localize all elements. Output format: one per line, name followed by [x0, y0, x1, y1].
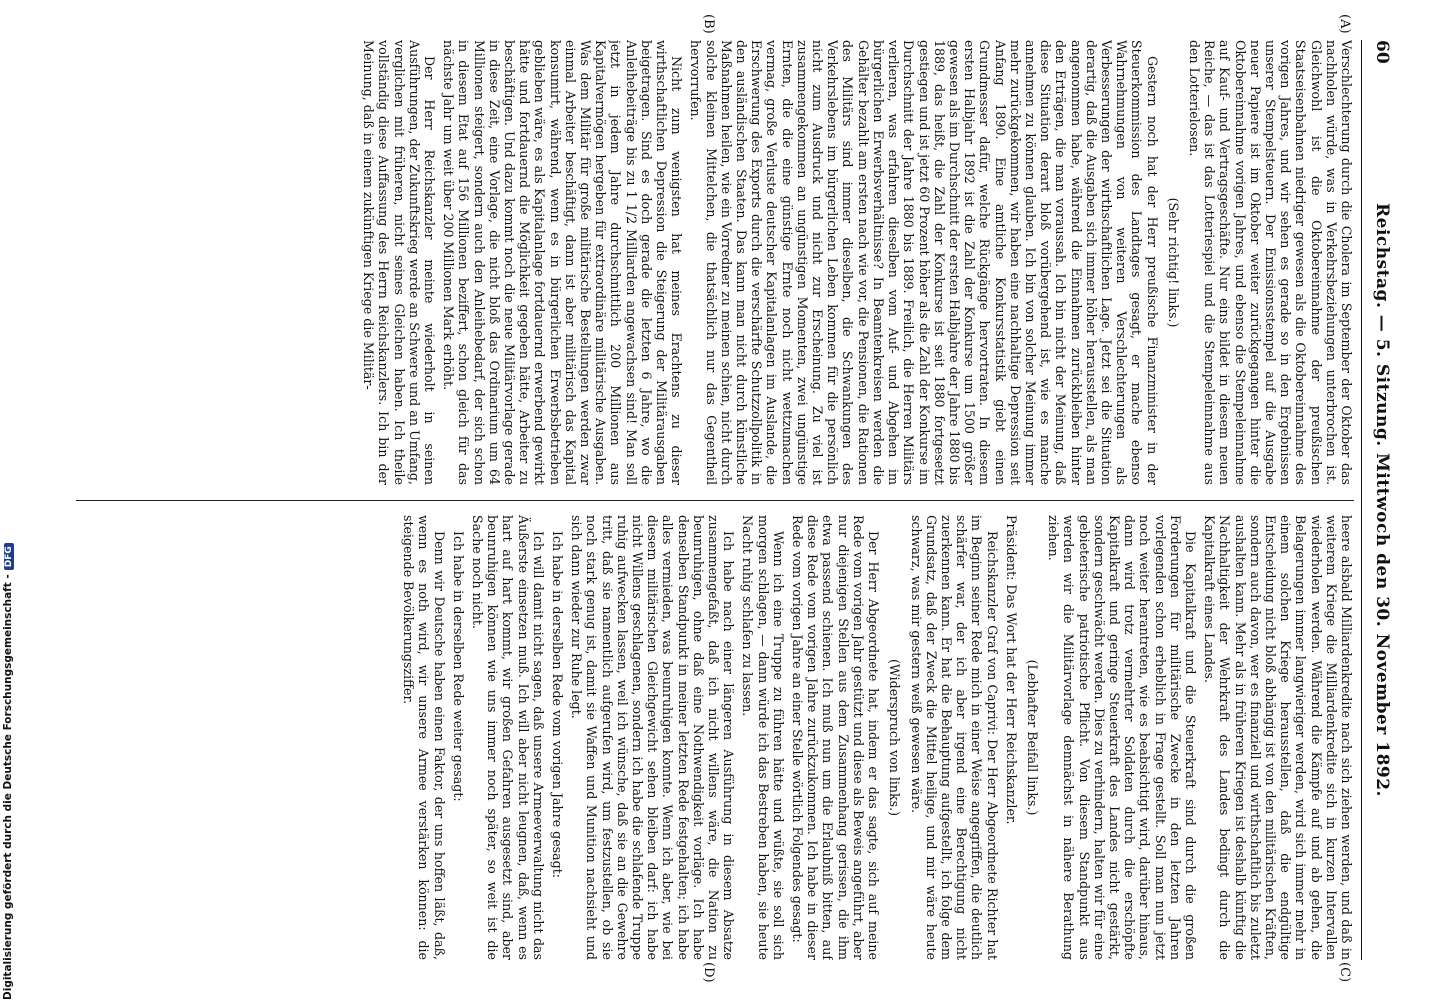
running-header: [1364, 40, 1392, 960]
footer-text-wrap: [2, 546, 14, 1000]
right-column-paragraph: Denn wir Deutsche haben einen Faktor, der uns hoffen läßt, daß, wenn es noth wird, wir unsere Armee verstärken können: die steigende Bevölkerungsziffer.: [401, 515, 447, 960]
right-column-paragraph: (Lebhafter Beifall links.): [1024, 659, 1040, 816]
right-column-paragraph: Der Herr Abgeordnete hat, indem er das sagte, sich auf meine Rede vom vorigen Jahr gestützt und diese als Beweis angeführt, aber nur diejenigen Stellen aus dem Zusammenhang gerissen, die ihm etwa passend schienen. Ich muß nun um die Erlaubniß bitten, auf diese Rede vom vorigen Jahre zurückzukommen. Ich habe in dieser Rede vom vorigen Jahre an einer Stelle wörtlich Folgendes gesagt:: [790, 515, 882, 960]
margin-mark-d: (D): [701, 962, 716, 983]
left-column-paragraph: Nicht zum wenigsten hat meines Erachtens zu dieser wirthschaftlichen Depression die Steigerung der Militärausgaben beigetragen. Sind es doch gerade die letzten 6 Jahre, wo die Anleihebeiträge bis zu 1 1/2 Milliarden angewachsen sind! Man soll jetzt in jedem Jahre durchschnittlich 200 Millionen aus Kapitalvermögen hergeben für extraordinäre militärische Ausgaben. Was dem Militär für große militärische Bestellungen werden zwar einmal Arbeiter beschäftigt, dann ist aber militärisch das Kapital konsumirt, während, wenn es in bürgerlichen Erwerbsbetrieben geblieben wäre, es als Kapitalanlage fortdauernd erwerbend gewirkt hätte und fortdauernd die Möglichkeit gegeben hätte, Arbeiter zu beschäftigen. Und dazu kommt noch die neue Militärvorlage gerade in diese Zeit, eine Vorlage, die nicht bloß das Ordinarium um 64 Millionen steigert, sondern auch den Anleihebedarf, der sich schon in diesem Etat auf 156 Millionen beziffert, schon gleich für das nächste Jahr um weit über 200 Millionen Mark erhöht.: [441, 40, 685, 485]
left-column-paragraph: Verschlechterung durch die Cholera im September der Oktober das nachholen würde, was in Verkehrsbeziehungen unterbrochen ist. Gleichwohl ist die Oktobereinnahme der preußischen Staatseisenbahnen niedriger gewesen als die Oktobereinnahme des vorigen Jahres, und wir sehen es gerade so in den Ergebnissen unserer Stempelsteuern. Der Emissionsstempel auf die Ausgabe neuer Papiere ist im Oktober weiter zurückgegangen hinter die Oktobereinnahme vorigen Jahres, und ebenso die Stempeleinnahme auf Kauf- und Vertragsgeschäfte. Nur eins bildet in diesem neuen Reiche, — das ist das Lotteriespiel und die Stempeleinnahme aus den Lotterielosen.: [1186, 40, 1354, 485]
left-column: [56, 40, 1354, 485]
right-column-paragraph: Ich will damit nicht sagen, daß unsere Armeeverwaltung nicht das Äußerste einsetzen muß. Ich will aber nicht leugnen, daß, wenn es hart auf hart kommt, wir großen Gefahren ausgesetzt sind, aber beunruhigen können wie uns immer noch später, so weit ist die Sache noch nicht.: [470, 515, 546, 960]
header-rule: [1361, 40, 1362, 960]
left-column-paragraph: Gestern noch hat der Herr preußische Finanzminister in der Steuerkommission des Landtages gesagt, er mache ebenso Wahrnehmungen von weiteren Verschlechterungen als Verbesserungen der wirthschaftlichen Lage. Jetzt sei die Situation derartig, daß die Ausgaben sich immer höher herausstellen, als man angenommen habe, während die Einnahmen zurückbleiben hinter den Erträgen, die man voraussah. Ich bin nicht der Meinung, daß diese Situation derart bloß vorübergehend ist, wie es manche annehmen zu können glauben. Ich bin von solcher Meinung immer mehr zurückgekommen, wir haben eine nachhaltige Depression seit Anfang 1890. Eine amtliche Konkursstatistik giebt einen Grundmesser dafür, welche Rückgänge hervortraten. In diesem ersten Halbjahr 1892 ist die Zahl der Konkurse um 1500 größer gewesen als im Durchschnitt der ersten Halbjahre der Jahre 1880 bis 1889, das heißt, die Zahl der Konkurse ist seit 1880 fortgesetzt gestiegen und ist jetzt 60 Prozent höher als die Zahl der Konkurse im Durchschnitt der Jahre 1880 bis 1889. Freilich, die Herren Militärs verlieren, was erfahren dieselben vom Auf- und Abgehen im bürgerlichen Erwerbsverhältnisse? In Beamtenkreisen werden die Gehälter bezahlt am ersten nach wie vor, die Pensionen, die Rationen des Militärs sind immer dieselben, die Schwankungen des Verkehrslebens im bürgerlichen Leben kommen für die persönlich nicht zum Ausdruck und nicht zur Erscheinung. Zu viel ist zusammengekommen an ungünstigen Momenten, zwei ungünstige Ernten, die die eine günstige Ernte noch nicht wettzumachen vermag, große Verluste deutscher Kapitalanlagen im Auslande, die Erschwerung des Exports durch die verschärfte Schutzzollpolitik in den ausländischen Staaten. Das kann man nicht durch künstliche Maßnahmen heilen, wie ein Vorredner zu meinen schien, nicht durch solche kleinen Mittelchen, die thatsächlich nur das Gegentheil hervorrufen.: [688, 40, 1160, 485]
right-column: [56, 515, 1354, 960]
dfg-logo: DFG: [4, 543, 14, 570]
left-column-paragraph: (Sehr richtig! links.): [1165, 197, 1181, 328]
footer-credit: Digitalisierung gefördert durch die Deutsche Forschungsgemeinschaft -: [2, 574, 14, 1000]
right-column-paragraph: Wenn ich eine Truppe zu führen hätte und wüßte, sie soll sich morgen schlagen, — dann würde ich das Bestreben haben, sie heute Nacht ruhig schlafen zu lassen.: [740, 515, 786, 960]
column-divider: [76, 500, 1354, 501]
right-column-paragraph: Reichskanzler Graf von Caprivi: Der Herr Abgeordnete Richter hat im Beginn seiner Rede mich in einer Weise angegriffen, die deutlich schärfer war, der ich aber irgend eine Berechtigung nicht zuerkennen kann. Er hat die Behauptung aufgestellt, ich folge dem Grundsatz, daß der Zweck die Mittel heilige, und mir wäre heute schwarz, was mir gestern weiß gewesen wäre.: [908, 515, 1000, 960]
margin-mark-c: (C): [1337, 962, 1352, 983]
margin-mark-a: (A): [1337, 14, 1352, 34]
page-title: Reichstag. — 5. Sitzung. Mittwoch den 30. November 1892.: [1372, 203, 1392, 797]
right-column-paragraph: Ich habe in derselben Rede weiter gesagt:: [450, 531, 466, 802]
right-column-paragraph: Die Kapitalkraft und die Steuerkraft sind durch die großen Forderungen für militärische Zwecke in den letzten Jahren vorlegenden schon erheblich in Frage gestellt. Soll man nun jetzt noch weiter herantreten, wie es beabsichtigt wird, darüber hinaus, dann wird trotz vermehrter Soldaten durch die erschöpfte Kapitalkraft und geringe Steuerkraft des Landes nicht gestärkt, sondern geschwächt werden. Dies zu verhindern, halten wir für eine gebieterische patriotische Pflicht. Von diesem Standpunkt aus werden wir die Militärvorlage demnächst in nähere Berathung ziehen.: [1046, 515, 1198, 960]
digitization-footer: [0, 546, 30, 1000]
right-column-paragraph: Ich habe nach einer längeren Ausführung in diesem Absatze zusammengefaßt, daß ich nicht willens wäre, die Nation zu beunruhigen, ohne daß eine Nothwendigkeit vorläge. Ich habe denselben Standpunkt in meiner letzten Rede festgehalten; ich habe alles vermieden, was beunruhigen konnte. Wenn ich aber, wie bei diesem militärischen Gleichgewicht sehen bleiben darf: ich habe nicht Willens geschlagenen, sondern ich habe die schlafende Truppe ruhig aufwecken lassen, weil ich wünsche, daß sie an die Gewehre tritt, daß sie namentlich aufgerufen wird, um festzustellen, ob sie noch stark genug ist, damit sie Waffen und Munition nachsieht und sich dann wieder zur Ruhe legt.: [569, 515, 737, 960]
page-frame: [16, 0, 1416, 1000]
right-column-paragraph: Präsident: Das Wort hat der Herr Reichskanzler.: [1003, 515, 1019, 825]
right-column-paragraph: Ich habe in derselben Rede vom vorigen Jahre gesagt:: [550, 531, 566, 878]
right-column-paragraph: (Widerspruch von links.): [887, 658, 903, 816]
right-column-paragraph: heere alsbald Milliardenkredite nach sich ziehen werden, und daß in weiterem Kriege die Milliardenkredite sich in kurzen Intervallen wiederholen werden. Während die Kämpfe auf und ab gehen, die Belagerungen immer langwieriger werden, wird sich immer mehr in einem solchen Kriege herausstellen, daß die endgültige Entscheidung nicht bloß abhängig ist von den militärischen Kräften, sondern auch davon, wer es finanziell und wirthschaftlich bis zuletzt aushalten kann. Mehr als in früheren Kriegen ist deshalb künftig die Nachhaltigkeit der Wehrkraft des Landes bedingt durch die Kapitalkraft eines Landes.: [1202, 515, 1354, 960]
left-column-paragraph: Der Herr Reichskanzler meinte wiederholt in seinen Ausführungen, der Zukunftskrieg werde an Schwere und an Umfang, verglichen mit früheren, nicht seines Gleichen haben. Ich theile vollständig diese Auffassung des Herrn Reichskanzlers. Ich bin der Meinung, daß in einem zukünftigen Kriege die Militär-: [361, 40, 438, 485]
margin-mark-b: (B): [701, 14, 716, 34]
page-number: 60: [1372, 40, 1392, 64]
